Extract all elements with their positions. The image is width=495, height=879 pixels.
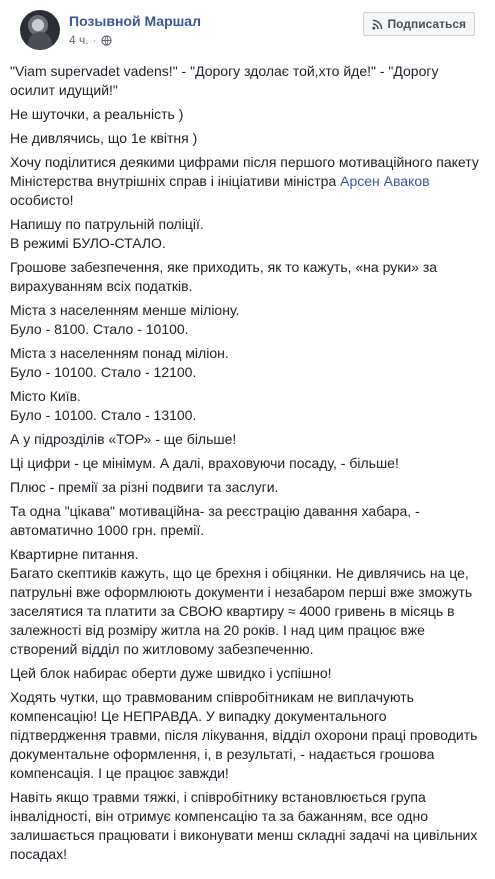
paragraph [10, 430, 485, 449]
paragraph-line: Не шуточки, а реальність ) [10, 106, 184, 122]
paragraph-line: Плюс - премії за різні подвиги та заслуги. [10, 479, 279, 495]
post-time[interactable]: 4 ч. [69, 33, 89, 47]
paragraph [10, 215, 485, 253]
paragraph [10, 344, 485, 382]
paragraph-line: Навіть якщо травми тяжкі, і співробітнику встановлюється група інвалідності, він отримує компенсацію та за бажанням, все одно залишається працювати і виконувати менш складні задачі на цивільних посадах! [10, 789, 478, 862]
subscribe-label: Подписаться [387, 17, 466, 31]
paragraph [10, 478, 485, 497]
post-meta [69, 33, 112, 47]
avatar[interactable] [20, 10, 60, 50]
paragraph-line: Було - 10100. Стало - 13100. [10, 407, 197, 423]
author-name[interactable]: Позывной Маршал [69, 13, 201, 29]
paragraph-line: Міста з населенням понад мiлiон. [10, 345, 229, 361]
paragraph-line: Міста з населенням менше мiлiону. [10, 302, 240, 318]
paragraph-line: Не дивлячись, що 1е квітня ) [10, 130, 198, 146]
paragraph [10, 62, 485, 100]
rss-icon [372, 19, 383, 30]
paragraph [10, 664, 485, 683]
paragraph [10, 105, 485, 124]
paragraph-line: Ці цифри - це мінімум. А далі, враховуючи посаду, - більше! [10, 455, 399, 471]
paragraph [10, 387, 485, 425]
paragraph [10, 545, 485, 659]
paragraph-line: Напишу по патрульній поліції. [10, 216, 204, 232]
paragraph [10, 129, 485, 148]
paragraph [10, 502, 485, 540]
paragraph-line: Було - 8100. Стало - 10100. [10, 321, 189, 337]
paragraph [10, 788, 485, 864]
paragraph-line: Ходять чутки, що травмованим співробітникам не виплачують компенсацію! Це НЕПРАВДА. У випадку документального підтвердження травми, після лікування, відділ охорони праці проводить документальне оформлення, і, в результаті, - надається грошова компенсація. І це працює завжди! [10, 689, 478, 781]
paragraph-line: А у підрозділів «ТОР» - ще більше! [10, 431, 237, 447]
post-header [10, 0, 485, 56]
paragraph [10, 301, 485, 339]
globe-icon [101, 35, 112, 46]
paragraph-line: особисто! [10, 192, 74, 208]
paragraph-line: Місто Київ. [10, 388, 81, 404]
paragraph-line: Грошове забезпечення, яке приходить, як то кажуть, «на руки» за вирахуванням всіх податків. [10, 259, 438, 294]
paragraph [10, 153, 485, 210]
subscribe-button[interactable] [363, 12, 475, 36]
paragraph-line: Та одна "цікава" мотиваційна- за реєстрацію давання хабара, - автоматично 1000 грн. премії. [10, 503, 420, 538]
paragraph [10, 688, 485, 783]
paragraph-line: В режимі БУЛО-СТАЛО. [10, 235, 166, 251]
paragraph-line: Цей блок набирає оберти дуже швидко і успішно! [10, 665, 332, 681]
meta-separator: · [92, 33, 97, 47]
paragraph-line: Було - 10100. Стало - 12100. [10, 364, 197, 380]
paragraph-line: Хочу поділитися деякими цифрами після першого мотиваційного пакету Міністерства внутрішніх справ і ініціативи міністра [10, 154, 479, 189]
minister-link[interactable]: Арсен Аваков [340, 173, 430, 189]
paragraph [10, 258, 485, 296]
paragraph-line: Квартирне питання. [10, 546, 139, 562]
paragraph [10, 454, 485, 473]
paragraph-line: "Viam supervadet vadens!" - "Дорогу здолає той,хто йде!" - "Дорогу осилит идущий!" [10, 63, 439, 98]
post-body [10, 62, 485, 864]
paragraph-line: Багато скептиків кажуть, що це брехня і обіцянки. Не дивлячись на це, патрульні вже оформлюють документи і незабаром перші вже зможуть заселятися та платити за СВОЮ квартиру ≈ 4000 гривень в місяць в залежності від розміру житла на 20 років. І над цим працює вже створений відділ по житловому забезпеченню. [10, 565, 473, 657]
